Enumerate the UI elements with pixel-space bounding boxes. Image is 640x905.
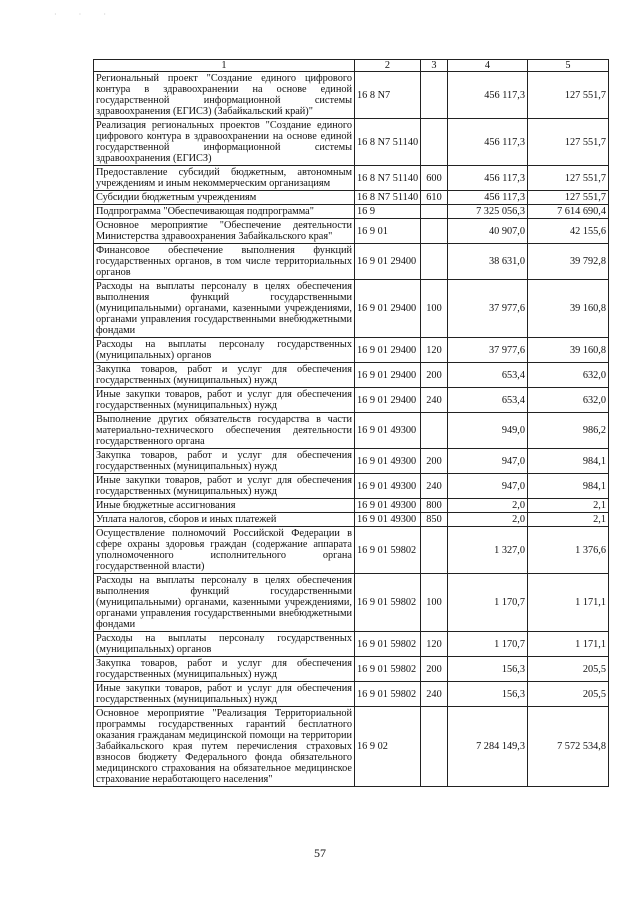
row-expense-type-cell: 100 [421, 280, 448, 338]
row-name-cell: Осуществление полномочий Российской Федерации в сфере охраны здоровья граждан (содержание аппарата уполномоченного исполнительного органа государственной власти) [94, 527, 355, 574]
row-name-cell: Уплата налогов, сборов и иных платежей [94, 513, 355, 527]
row-name-cell: Выполнение других обязательств государства в части материально-технического обеспечения деятельности государственного органа [94, 413, 355, 449]
header-col-4: 4 [448, 60, 528, 72]
row-amount-year1-cell: 40 907,0 [448, 219, 528, 244]
row-expense-type-cell: 240 [421, 474, 448, 499]
row-amount-year2-cell: 632,0 [528, 388, 609, 413]
row-name-cell: Расходы на выплаты персоналу в целях обеспечения выполнения функций государственными (муниципальными) органами, казенными учреждениями, органами управления государственными внебюджетными фондами [94, 574, 355, 632]
row-amount-year2-cell: 39 792,8 [528, 244, 609, 280]
row-name-cell: Субсидии бюджетным учреждениям [94, 191, 355, 205]
row-expense-type-cell: 610 [421, 191, 448, 205]
row-code-cell: 16 9 01 49300 [355, 413, 421, 449]
row-name-cell: Расходы на выплаты персоналу в целях обеспечения выполнения функций государственными (муниципальными) органами, казенными учреждениями, органами управления государственными внебюджетными фондами [94, 280, 355, 338]
row-amount-year1-cell: 1 170,7 [448, 632, 528, 657]
table-row [94, 338, 609, 363]
row-name-cell: Основное мероприятие "Обеспечение деятельности Министерства здравоохранения Забайкальского края" [94, 219, 355, 244]
table-row [94, 205, 609, 219]
row-code-cell: 16 9 01 29400 [355, 363, 421, 388]
row-code-cell: 16 8 N7 [355, 72, 421, 119]
row-amount-year2-cell: 42 155,6 [528, 219, 609, 244]
row-code-cell: 16 9 01 29400 [355, 338, 421, 363]
row-amount-year2-cell: 127 551,7 [528, 72, 609, 119]
row-name-cell: Региональный проект "Создание единого цифрового контура в здравоохранении на основе единой государственной информационной системы здравоохранения (ЕГИСЗ) (Забайкальский край)" [94, 72, 355, 119]
row-amount-year1-cell: 456 117,3 [448, 191, 528, 205]
page-number: 57 [314, 846, 326, 860]
row-name-cell: Расходы на выплаты персоналу государственных (муниципальных) органов [94, 338, 355, 363]
table-row [94, 682, 609, 707]
row-amount-year2-cell: 986,2 [528, 413, 609, 449]
scan-noise: · · · [54, 10, 116, 19]
row-amount-year2-cell: 127 551,7 [528, 119, 609, 166]
row-code-cell: 16 9 01 [355, 219, 421, 244]
row-amount-year2-cell: 7 572 534,8 [528, 707, 609, 787]
row-expense-type-cell [421, 219, 448, 244]
table-row [94, 191, 609, 205]
row-expense-type-cell [421, 527, 448, 574]
row-amount-year1-cell: 7 325 056,3 [448, 205, 528, 219]
row-amount-year2-cell: 2,1 [528, 513, 609, 527]
row-name-cell: Закупка товаров, работ и услуг для обеспечения государственных (муниципальных) нужд [94, 363, 355, 388]
row-expense-type-cell: 240 [421, 388, 448, 413]
row-amount-year2-cell: 39 160,8 [528, 338, 609, 363]
row-name-cell: Подпрограмма "Обеспечивающая подпрограмма" [94, 205, 355, 219]
row-amount-year1-cell: 653,4 [448, 363, 528, 388]
row-expense-type-cell [421, 205, 448, 219]
row-name-cell: Реализация региональных проектов "Создание единого цифрового контура в здравоохранении на основе единой государственной информационной системы здравоохранения (ЕГИСЗ) [94, 119, 355, 166]
row-code-cell: 16 9 01 29400 [355, 280, 421, 338]
row-name-cell: Иные бюджетные ассигнования [94, 499, 355, 513]
row-expense-type-cell: 240 [421, 682, 448, 707]
row-amount-year2-cell: 127 551,7 [528, 191, 609, 205]
row-amount-year1-cell: 2,0 [448, 499, 528, 513]
row-code-cell: 16 8 N7 51140 [355, 119, 421, 166]
row-amount-year2-cell: 7 614 690,4 [528, 205, 609, 219]
row-amount-year1-cell: 7 284 149,3 [448, 707, 528, 787]
row-amount-year1-cell: 947,0 [448, 449, 528, 474]
row-amount-year1-cell: 37 977,6 [448, 338, 528, 363]
row-name-cell: Предоставление субсидий бюджетным, автономным учреждениям и иным некоммерческим организациям [94, 166, 355, 191]
row-expense-type-cell: 200 [421, 449, 448, 474]
row-amount-year2-cell: 39 160,8 [528, 280, 609, 338]
row-amount-year2-cell: 205,5 [528, 682, 609, 707]
row-amount-year2-cell: 632,0 [528, 363, 609, 388]
row-amount-year2-cell: 2,1 [528, 499, 609, 513]
row-amount-year1-cell: 949,0 [448, 413, 528, 449]
row-amount-year1-cell: 456 117,3 [448, 166, 528, 191]
row-name-cell: Иные закупки товаров, работ и услуг для обеспечения государственных (муниципальных) нужд [94, 388, 355, 413]
header-col-1: 1 [94, 60, 355, 72]
row-name-cell: Финансовое обеспечение выполнения функций государственных органов, в том числе территориальных органов [94, 244, 355, 280]
table-row [94, 388, 609, 413]
row-code-cell: 16 9 01 59802 [355, 574, 421, 632]
row-amount-year2-cell: 1 171,1 [528, 632, 609, 657]
table-row [94, 474, 609, 499]
row-code-cell: 16 9 01 59802 [355, 527, 421, 574]
table-row [94, 219, 609, 244]
row-amount-year2-cell: 127 551,7 [528, 166, 609, 191]
table-row [94, 280, 609, 338]
row-expense-type-cell [421, 413, 448, 449]
row-amount-year1-cell: 37 977,6 [448, 280, 528, 338]
row-expense-type-cell: 800 [421, 499, 448, 513]
table-row [94, 413, 609, 449]
table-row [94, 527, 609, 574]
row-expense-type-cell [421, 707, 448, 787]
table-row [94, 657, 609, 682]
row-name-cell: Закупка товаров, работ и услуг для обеспечения государственных (муниципальных) нужд [94, 657, 355, 682]
row-name-cell: Иные закупки товаров, работ и услуг для обеспечения государственных (муниципальных) нужд [94, 682, 355, 707]
row-expense-type-cell [421, 244, 448, 280]
row-amount-year2-cell: 205,5 [528, 657, 609, 682]
row-code-cell: 16 9 01 59802 [355, 682, 421, 707]
table-row [94, 244, 609, 280]
table-row [94, 119, 609, 166]
row-code-cell: 16 9 01 29400 [355, 244, 421, 280]
row-expense-type-cell: 600 [421, 166, 448, 191]
table-row [94, 513, 609, 527]
row-expense-type-cell: 200 [421, 363, 448, 388]
table-row [94, 449, 609, 474]
row-amount-year1-cell: 2,0 [448, 513, 528, 527]
row-amount-year1-cell: 456 117,3 [448, 72, 528, 119]
row-expense-type-cell [421, 119, 448, 166]
row-name-cell: Основное мероприятие "Реализация Территориальной программы государственных гарантий бесплатного оказания гражданам медицинской помощи на территории Забайкальского края путем перечисления страховых взносов бюджету Федерального фонда обязательного медицинского страхования на обязательное медицинское страхование неработающего населения" [94, 707, 355, 787]
table-row [94, 632, 609, 657]
row-expense-type-cell: 120 [421, 338, 448, 363]
row-expense-type-cell [421, 72, 448, 119]
row-code-cell: 16 9 01 59802 [355, 657, 421, 682]
row-amount-year1-cell: 156,3 [448, 657, 528, 682]
row-amount-year1-cell: 1 327,0 [448, 527, 528, 574]
table-body [94, 72, 609, 787]
row-expense-type-cell: 100 [421, 574, 448, 632]
row-expense-type-cell: 200 [421, 657, 448, 682]
row-code-cell: 16 9 01 49300 [355, 513, 421, 527]
row-code-cell: 16 8 N7 51140 [355, 166, 421, 191]
header-col-5: 5 [528, 60, 609, 72]
row-amount-year1-cell: 1 170,7 [448, 574, 528, 632]
row-amount-year1-cell: 456 117,3 [448, 119, 528, 166]
row-name-cell: Закупка товаров, работ и услуг для обеспечения государственных (муниципальных) нужд [94, 449, 355, 474]
row-code-cell: 16 9 01 49300 [355, 474, 421, 499]
table-header-row [94, 60, 609, 72]
table-row [94, 499, 609, 513]
row-amount-year1-cell: 653,4 [448, 388, 528, 413]
row-amount-year2-cell: 1 376,6 [528, 527, 609, 574]
budget-table [93, 59, 609, 787]
table-row [94, 166, 609, 191]
row-amount-year2-cell: 984,1 [528, 474, 609, 499]
header-col-3: 3 [421, 60, 448, 72]
row-amount-year1-cell: 156,3 [448, 682, 528, 707]
header-col-2: 2 [355, 60, 421, 72]
table-row [94, 707, 609, 787]
row-code-cell: 16 9 01 49300 [355, 499, 421, 513]
row-code-cell: 16 8 N7 51140 [355, 191, 421, 205]
row-amount-year2-cell: 984,1 [528, 449, 609, 474]
row-name-cell: Расходы на выплаты персоналу государственных (муниципальных) органов [94, 632, 355, 657]
table-row [94, 363, 609, 388]
table-row [94, 72, 609, 119]
row-amount-year2-cell: 1 171,1 [528, 574, 609, 632]
row-expense-type-cell: 850 [421, 513, 448, 527]
row-code-cell: 16 9 02 [355, 707, 421, 787]
row-expense-type-cell: 120 [421, 632, 448, 657]
row-code-cell: 16 9 [355, 205, 421, 219]
row-name-cell: Иные закупки товаров, работ и услуг для обеспечения государственных (муниципальных) нужд [94, 474, 355, 499]
row-code-cell: 16 9 01 59802 [355, 632, 421, 657]
table-row [94, 574, 609, 632]
row-code-cell: 16 9 01 29400 [355, 388, 421, 413]
row-amount-year1-cell: 38 631,0 [448, 244, 528, 280]
row-code-cell: 16 9 01 49300 [355, 449, 421, 474]
row-amount-year1-cell: 947,0 [448, 474, 528, 499]
